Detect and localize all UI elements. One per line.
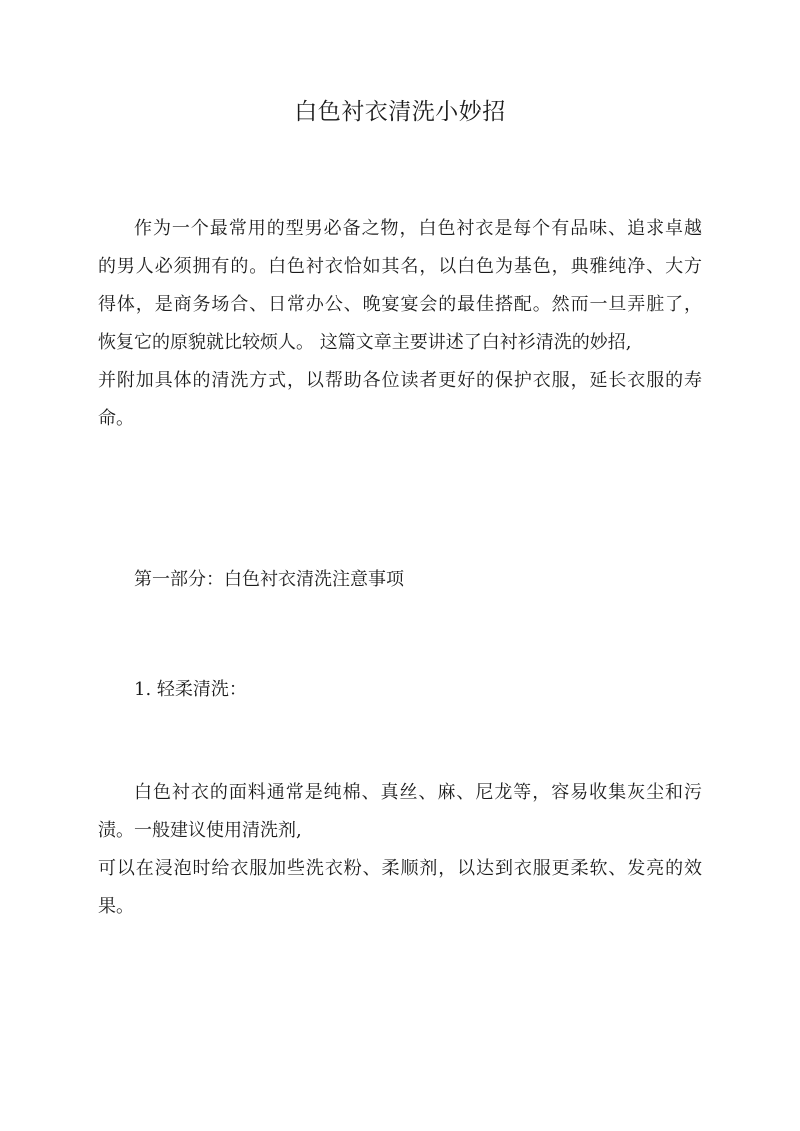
section-heading: 第一部分：白色衬衣清洗注意事项 bbox=[134, 569, 404, 590]
intro-line: 并附加具体的清洗方式，以帮助各位读者更好的保护衣服，延长衣服的寿 bbox=[98, 370, 702, 391]
intro-paragraph bbox=[98, 210, 702, 438]
item-line: 可以在浸泡时给衣服加些洗衣粉、柔顺剂，以达到衣服更柔软、发亮的效 bbox=[98, 858, 702, 879]
intro-line: 的男人必须拥有的。白色衬衣恰如其名，以白色为基色，典雅纯净、大方 bbox=[98, 256, 702, 277]
intro-line: 命。 bbox=[98, 408, 134, 429]
item-line: 白色衬衣的面料通常是纯棉、真丝、麻、尼龙等，容易收集灰尘和污 bbox=[134, 782, 702, 803]
intro-line: 作为一个最常用的型男必备之物，白色衬衣是每个有品味、追求卓越 bbox=[134, 218, 702, 239]
item-line: 果。 bbox=[98, 896, 134, 917]
item-heading: 1. 轻柔清洗： bbox=[134, 679, 247, 700]
item-line: 渍。一般建议使用清洗剂, bbox=[98, 820, 302, 841]
document-title: 白色衬衣清洗小妙招 bbox=[294, 99, 506, 125]
intro-line: 得体，是商务场合、日常办公、晚宴宴会的最佳搭配。然而一旦弄脏了， bbox=[98, 294, 702, 315]
intro-line: 恢复它的原貌就比较烦人。 这篇文章主要讲述了白衬衫清洗的妙招, bbox=[98, 332, 632, 353]
item-paragraph bbox=[98, 774, 702, 926]
